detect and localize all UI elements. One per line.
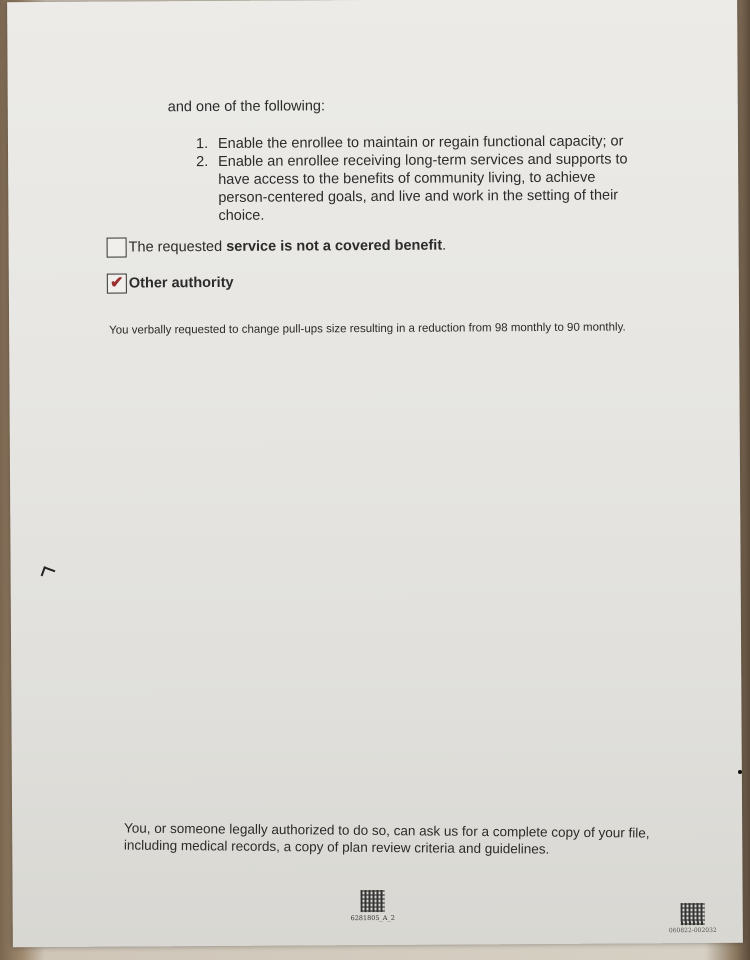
option-label-prefix: The requested (128, 238, 227, 256)
option-not-covered (107, 236, 447, 258)
checked-checkbox[interactable] (107, 274, 127, 294)
unchecked-checkbox[interactable] (107, 238, 127, 258)
stray-dot (738, 770, 742, 774)
barcode (343, 890, 403, 922)
option-other-authority (107, 273, 234, 294)
footer-text: You, or someone legally authorized to do so, can ask us for a complete copy of your file, including medical records, a copy of plan review criteria and guidelines. (123, 820, 650, 857)
barcode-secondary (658, 903, 728, 934)
page-content (7, 0, 743, 947)
barcode-code: 6281805_A_2 (350, 913, 395, 923)
option-label-bold: Other authority (128, 274, 234, 292)
criteria-item (196, 150, 646, 225)
checkmark-icon: ✔ (110, 274, 124, 292)
criteria-text: Enable an enrollee receiving long-term services and supports to have access to the benefits of community living, to achieve person-centered goals, and live and work in the setting of their choice. (218, 151, 628, 224)
explanation-text: You verbally requested to change pull-ups size resulting in a reduction from 98 monthly to 90 monthly. (109, 321, 626, 337)
barcode-code-secondary: 060822-002032 (668, 926, 717, 935)
datamatrix-barcode-icon (361, 890, 385, 912)
intro-text: and one of the following: (167, 98, 326, 116)
document-page (7, 0, 743, 947)
option-label-suffix: . (442, 237, 447, 254)
datamatrix-barcode-icon (681, 903, 705, 925)
criteria-text: Enable the enrollee to maintain or regain functional capacity; or (217, 133, 624, 152)
criteria-list (196, 132, 647, 225)
option-label-bold: service is not a covered benefit (226, 237, 443, 255)
criteria-number: 1. (195, 136, 209, 153)
criteria-number: 2. (196, 154, 209, 171)
